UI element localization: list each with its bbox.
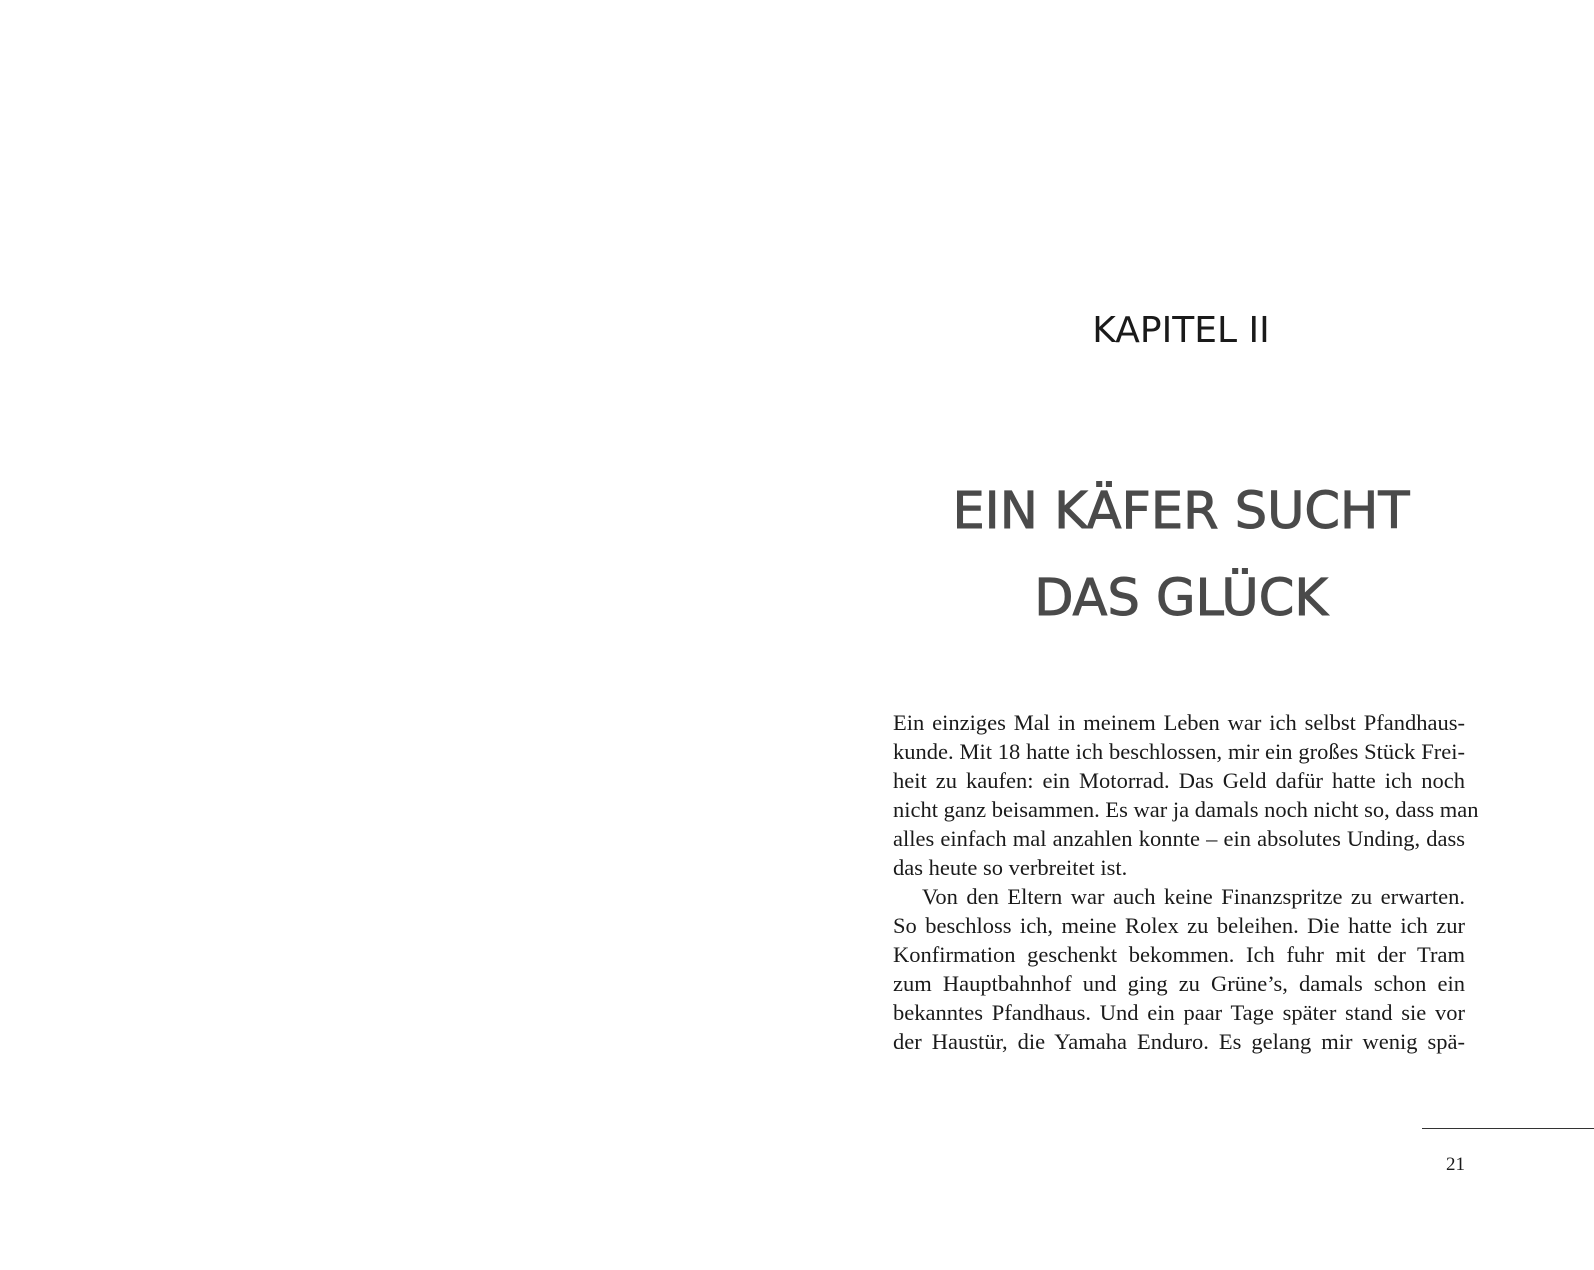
paragraph-1 <box>893 708 1479 882</box>
page-number: 21 <box>1446 1154 1465 1175</box>
chapter-label: KAPITEL II <box>1092 310 1270 351</box>
text-line: Ein einziges Mal in meinem Leben war ich selbst Pfandhaus- <box>893 710 1465 735</box>
text-line: alles einfach mal anzahlen konnte – ein absolutes Unding, dass <box>893 826 1465 851</box>
paragraph-2 <box>893 882 1465 1056</box>
text-line: der Haustür, die Yamaha Enduro. Es gelang mir wenig spä- <box>893 1029 1465 1054</box>
footer-rule <box>1422 1128 1594 1129</box>
chapter-title-line-1: EIN KÄFER SUCHT <box>952 482 1410 541</box>
text-line: das heute so verbreitet ist. <box>893 855 1128 880</box>
text-line: Konfirmation geschenkt bekommen. Ich fuhr mit der Tram <box>893 942 1465 967</box>
text-line: kunde. Mit 18 hatte ich beschlossen, mir ein großes Stück Frei- <box>893 739 1465 764</box>
text-line: zum Hauptbahnhof und ging zu Grüne’s, damals schon ein <box>893 971 1465 996</box>
text-line: Von den Eltern war auch keine Finanzspritze zu erwarten. <box>922 884 1465 909</box>
chapter-title-line-2: DAS GLÜCK <box>1034 569 1328 628</box>
body-text <box>893 708 1479 1056</box>
text-line: nicht ganz beisammen. Es war ja damals noch nicht so, dass man <box>893 797 1479 822</box>
text-line: So beschloss ich, meine Rolex zu beleihen. Die hatte ich zur <box>893 913 1465 938</box>
text-line: bekanntes Pfandhaus. Und ein paar Tage später stand sie vor <box>893 1000 1465 1025</box>
text-line: heit zu kaufen: ein Motorrad. Das Geld dafür hatte ich noch <box>893 768 1465 793</box>
chapter-title <box>893 468 1469 642</box>
